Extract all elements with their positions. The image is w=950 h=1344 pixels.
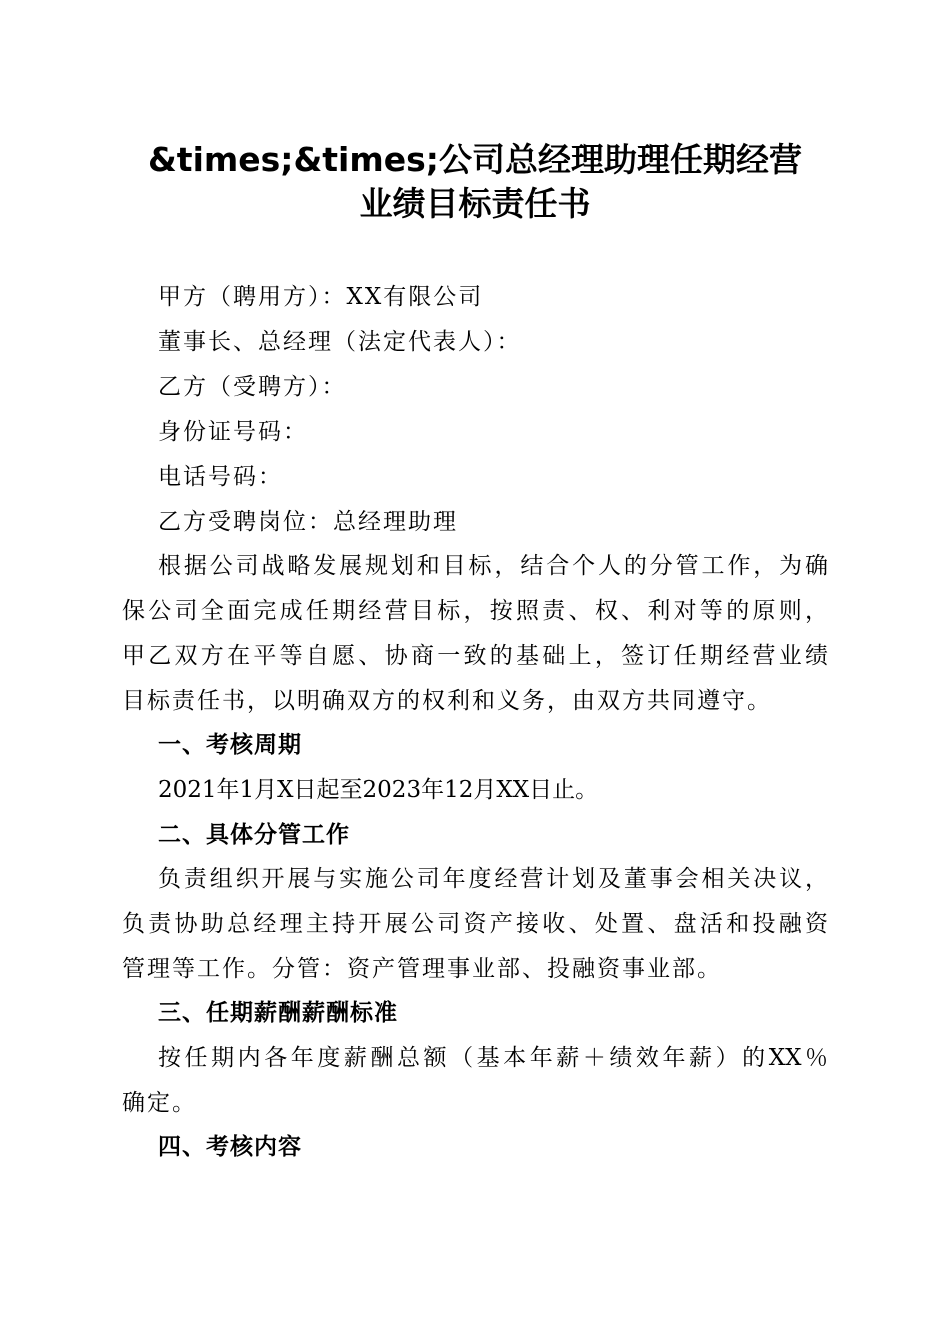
party-b-line: 乙方（受聘方）： — [158, 374, 347, 400]
section-2-heading: 二、具体分管工作 — [158, 822, 350, 848]
section-3-paragraph-line: 按任期内各年度薪酬总额（基本年薪＋绩效年薪）的XX％ — [158, 1045, 828, 1071]
intro-paragraph-line: 甲乙双方在平等自愿、协商一致的基础上，签订任期经营业绩 — [122, 643, 828, 669]
document-title-line-1: &times;&times;公司总经理助理任期经营 — [148, 140, 802, 179]
phone-line: 电话号码： — [158, 464, 283, 490]
document-title-line-2: 业绩目标责任书 — [359, 184, 591, 223]
section-1-heading: 一、考核周期 — [158, 732, 302, 758]
section-4-heading: 四、考核内容 — [158, 1134, 302, 1160]
representative-line: 董事长、总经理（法定代表人）： — [158, 329, 522, 355]
section-1-text: 2021年1月X日起至2023年12月XX日止。 — [158, 777, 599, 803]
section-2-paragraph-line: 负责组织开展与实施公司年度经营计划及董事会相关决议， — [158, 866, 828, 892]
section-3-paragraph-line: 确定。 — [122, 1090, 197, 1116]
position-line: 乙方受聘岗位：总经理助理 — [158, 509, 458, 535]
intro-paragraph-line: 保公司全面完成任期经营目标，按照责、权、利对等的原则， — [122, 598, 828, 624]
party-a-line: 甲方（聘用方）：XX有限公司 — [158, 284, 484, 310]
section-2-paragraph-line: 管理等工作。分管：资产管理事业部、投融资事业部。 — [122, 956, 722, 982]
section-2-paragraph-line: 负责协助总经理主持开展公司资产接收、处置、盘活和投融资 — [122, 911, 828, 937]
section-3-heading: 三、任期薪酬薪酬标准 — [158, 1000, 398, 1026]
id-number-line: 身份证号码： — [158, 419, 308, 445]
intro-paragraph-line: 根据公司战略发展规划和目标，结合个人的分管工作，为确 — [158, 553, 828, 579]
intro-paragraph-line: 目标责任书，以明确双方的权利和义务，由双方共同遵守。 — [122, 688, 772, 714]
